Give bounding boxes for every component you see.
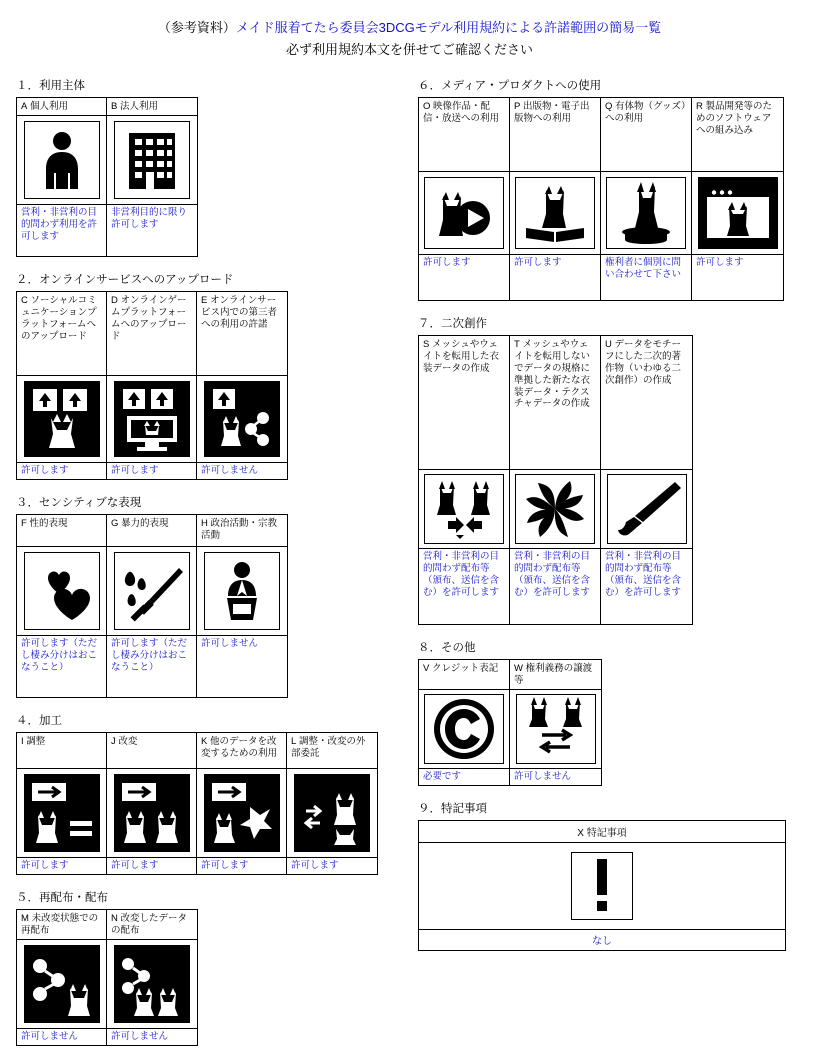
card-row	[16, 732, 378, 875]
header-line-1	[16, 18, 803, 38]
card-caption	[510, 660, 601, 690]
card-code: F	[21, 518, 27, 529]
card-label: クレジット表記	[431, 663, 499, 674]
section-3	[16, 494, 394, 698]
card-art	[510, 690, 601, 768]
card-permission: なし	[419, 929, 785, 950]
card-row	[16, 97, 198, 257]
card-code: E	[201, 295, 208, 306]
card-U	[601, 336, 692, 624]
share-cat-dark-icon	[24, 945, 100, 1023]
card-caption	[287, 733, 377, 769]
section-title: ９．特記事項	[418, 803, 487, 815]
card-label: メッシュやウェイトを転用した衣装データの作成	[423, 339, 500, 374]
card-caption	[601, 336, 692, 470]
card-caption	[107, 98, 197, 116]
section-4	[16, 712, 394, 875]
columns-wrapper	[16, 77, 803, 1060]
section-title: ６．メディア・プロダクトへの使用	[418, 80, 602, 92]
pinwheel-icon	[515, 474, 595, 544]
card-B	[107, 98, 197, 256]
card-permission: 営利・非営利の目的問わず利用を許可します	[17, 204, 106, 256]
card-code: M	[21, 913, 29, 924]
recycle-cats-icon	[424, 474, 504, 544]
share-two-cats-icon	[114, 945, 190, 1023]
card-label: 有体物（グッズ）への利用	[605, 101, 686, 124]
section-5	[16, 889, 394, 1046]
card-J	[107, 733, 197, 874]
card-permission: 許可します	[107, 857, 196, 874]
card-code: O	[423, 101, 431, 112]
card-caption	[419, 336, 509, 470]
card-E	[197, 292, 287, 479]
card-code: C	[21, 295, 28, 306]
card-permission: 許可しません	[197, 635, 287, 697]
card-art	[107, 769, 196, 857]
card-art	[107, 547, 196, 635]
copyright-icon	[424, 694, 504, 764]
section-2	[16, 271, 394, 480]
card-art	[107, 376, 196, 462]
card-permission: 許可します	[510, 254, 600, 300]
card-code: R	[696, 101, 703, 112]
section-8	[418, 639, 796, 786]
card-code: T	[514, 339, 520, 350]
section-title: ２．オンラインサービスへのアップロード	[16, 274, 234, 286]
card-code: G	[111, 518, 119, 529]
card-label: 未改変状態での再配布	[21, 913, 99, 936]
card-art	[197, 769, 286, 857]
card-row	[418, 659, 602, 786]
card-R	[692, 98, 783, 300]
card-art	[107, 940, 197, 1028]
card-permission: 許可します	[287, 857, 377, 874]
card-row	[16, 291, 288, 480]
card-art	[419, 470, 509, 548]
card-permission: 必要です	[419, 768, 509, 785]
card-art	[197, 376, 287, 462]
arrow-cat-equal-icon	[24, 774, 100, 852]
section-6	[418, 77, 796, 301]
card-art	[17, 769, 106, 857]
card-art	[287, 769, 377, 857]
card-code: J	[111, 736, 116, 747]
card-label: メッシュやウェイトを転用しないでデータの規格に準拠した新たな衣装データ・テクスチャデータの作成	[514, 339, 591, 410]
card-row	[16, 514, 288, 698]
card-Q	[601, 98, 692, 300]
card-code: A	[21, 101, 28, 112]
window-cat-icon	[698, 177, 778, 249]
card-T	[510, 336, 601, 624]
card-I	[17, 733, 107, 874]
card-label: ソーシャルコミュニケーションプラットフォームへのアップロード	[21, 295, 97, 342]
card-caption	[107, 292, 196, 376]
card-O	[419, 98, 510, 300]
card-permission: 許可します	[17, 857, 106, 874]
card-permission: 許可します	[692, 254, 783, 300]
card-row	[418, 97, 784, 301]
card-code: D	[111, 295, 118, 306]
card-code: Q	[605, 101, 613, 112]
card-permission: 許可します	[107, 462, 196, 479]
card-label: 政治活動・宗教活動	[201, 518, 278, 541]
card-C	[17, 292, 107, 479]
card-label: 調整	[26, 736, 46, 747]
section-title: ５．再配布・配布	[16, 892, 108, 904]
card-caption	[17, 98, 106, 116]
podium-speaker-icon	[204, 552, 280, 630]
section-7	[418, 315, 796, 625]
card-label: 個人利用	[29, 101, 68, 112]
card-S	[419, 336, 510, 624]
card-row	[16, 909, 198, 1046]
card-code: L	[291, 736, 297, 747]
card-permission: 権利者に個別に問い合わせて下さい	[601, 254, 691, 300]
card-permission: 営利・非営利の目的問わず配布等（頒布、送信を含む）を許可します	[419, 548, 509, 624]
card-caption	[17, 733, 106, 769]
card-label: 他のデータを改変するための利用	[201, 736, 278, 759]
card-caption	[510, 98, 600, 172]
section-title: ３．センシティブな表現	[16, 497, 142, 509]
card-permission: 許可します	[419, 254, 509, 300]
card-permission: 許可しません	[17, 1028, 106, 1045]
knife-blood-icon	[114, 552, 190, 630]
transfer-cats-icon	[516, 694, 596, 764]
card-L	[287, 733, 377, 874]
right-column	[418, 77, 796, 965]
card-label: 調整・改変の外部委託	[291, 736, 366, 759]
card-caption	[197, 733, 286, 769]
card-art	[419, 690, 509, 768]
card-art	[419, 172, 509, 254]
card-caption	[107, 515, 196, 547]
section-title: ８．その他	[418, 642, 476, 654]
card-caption	[419, 660, 509, 690]
card-art	[601, 172, 691, 254]
book-cat-icon	[515, 177, 595, 249]
play-cat-icon	[424, 177, 504, 249]
hearts-icon	[24, 552, 100, 630]
card-caption	[107, 733, 196, 769]
exchange-cats-icon	[294, 774, 370, 852]
special-notes-card	[418, 820, 786, 951]
card-art	[17, 547, 106, 635]
card-caption	[17, 515, 106, 547]
card-permission: 営利・非営利の目的問わず配布等（頒布、送信を含む）を許可します	[601, 548, 692, 624]
paintbrush-icon	[607, 474, 687, 544]
card-label: 出版物・電子出版物への利用	[514, 101, 590, 124]
card-caption	[107, 910, 197, 940]
card-label: オンラインゲームプラットフォームへのアップロード	[111, 295, 187, 342]
card-caption: X 特記事項	[419, 821, 785, 843]
card-caption	[692, 98, 783, 172]
header-prefix: （参考資料）	[157, 20, 236, 35]
card-code: W	[514, 663, 523, 674]
card-label: 映像作品・配信・放送への利用	[423, 101, 500, 124]
card-label: データをモチーフにした二次的著作物（いわゆる二次創作）の作成	[605, 339, 682, 386]
card-D	[107, 292, 197, 479]
card-code: H	[201, 518, 208, 529]
card-label: 法人利用	[119, 101, 158, 112]
person-icon	[24, 121, 100, 199]
arrow-cat-burst-icon	[204, 774, 280, 852]
card-label: 製品開発等のためのソフトウェアへの組み込み	[696, 101, 773, 136]
card-art	[17, 116, 106, 204]
card-row	[418, 335, 693, 625]
section-title: ７．二次創作	[418, 318, 487, 330]
card-permission: 許可します	[17, 462, 106, 479]
card-code: N	[111, 913, 118, 924]
card-code: P	[514, 101, 521, 112]
card-art	[419, 843, 785, 929]
section-9	[418, 800, 796, 951]
card-K	[197, 733, 287, 874]
card-art	[510, 470, 600, 548]
card-caption	[419, 98, 509, 172]
card-caption	[197, 515, 287, 547]
card-permission: 許可しません	[197, 462, 287, 479]
card-caption	[510, 336, 600, 470]
card-code: U	[605, 339, 612, 350]
card-A	[17, 98, 107, 256]
card-caption	[17, 292, 106, 376]
card-art	[197, 547, 287, 635]
card-art	[17, 940, 106, 1028]
card-H	[197, 515, 287, 697]
card-art	[510, 172, 600, 254]
section-1	[16, 77, 394, 257]
card-permission: 許可しません	[510, 768, 601, 785]
upload-monitor-cat-icon	[114, 381, 190, 457]
card-W	[510, 660, 601, 785]
card-G	[107, 515, 197, 697]
card-permission: 許可します（ただし棲み分けはおこなうこと）	[107, 635, 196, 697]
upload-cat-icon	[24, 381, 100, 457]
section-title: ４．加工	[16, 715, 62, 727]
card-code: B	[111, 101, 118, 112]
card-V	[419, 660, 510, 785]
share-cat-icon	[204, 381, 280, 457]
card-F	[17, 515, 107, 697]
card-art	[107, 116, 197, 204]
card-permission: 許可します（ただし棲み分けはおこなうこと）	[17, 635, 106, 697]
header-title-blue: メイド服着てたら委員会3DCGモデル利用規約による許諾範囲の簡易一覧	[235, 20, 662, 35]
card-permission: 非営利目的に限り許可します	[107, 204, 197, 256]
card-code: S	[423, 339, 430, 350]
exclamation-icon	[571, 852, 633, 920]
card-label: 性的表現	[29, 518, 68, 529]
card-permission: 許可しません	[107, 1028, 197, 1045]
card-label: 暴力的表現	[121, 518, 169, 529]
card-code: I	[21, 736, 24, 747]
card-art	[17, 376, 106, 462]
card-art	[601, 470, 692, 548]
card-N	[107, 910, 197, 1045]
figure-cat-icon	[606, 177, 686, 249]
card-art	[692, 172, 783, 254]
section-title: １．利用主体	[16, 80, 85, 92]
card-label: 改変したデータの配布	[111, 913, 188, 936]
card-permission: 許可します	[197, 857, 286, 874]
card-code: K	[201, 736, 208, 747]
card-M	[17, 910, 107, 1045]
card-label: 権利義務の譲渡等	[514, 663, 593, 686]
card-caption	[601, 98, 691, 172]
card-code: V	[423, 663, 430, 674]
left-column	[16, 77, 394, 1060]
card-label: オンラインサービス内での第三者への利用の許諾	[201, 295, 278, 330]
card-caption	[197, 292, 287, 376]
header-line-2: 必ず利用規約本文を併せてご確認ください	[285, 41, 533, 57]
card-P	[510, 98, 601, 300]
card-label: 改変	[118, 736, 138, 747]
card-caption	[17, 910, 106, 940]
card-permission: 営利・非営利の目的問わず配布等（頒布、送信を含む）を許可します	[510, 548, 600, 624]
document-header	[16, 18, 803, 59]
arrow-cat-two-icon	[114, 774, 190, 852]
building-icon	[114, 121, 190, 199]
